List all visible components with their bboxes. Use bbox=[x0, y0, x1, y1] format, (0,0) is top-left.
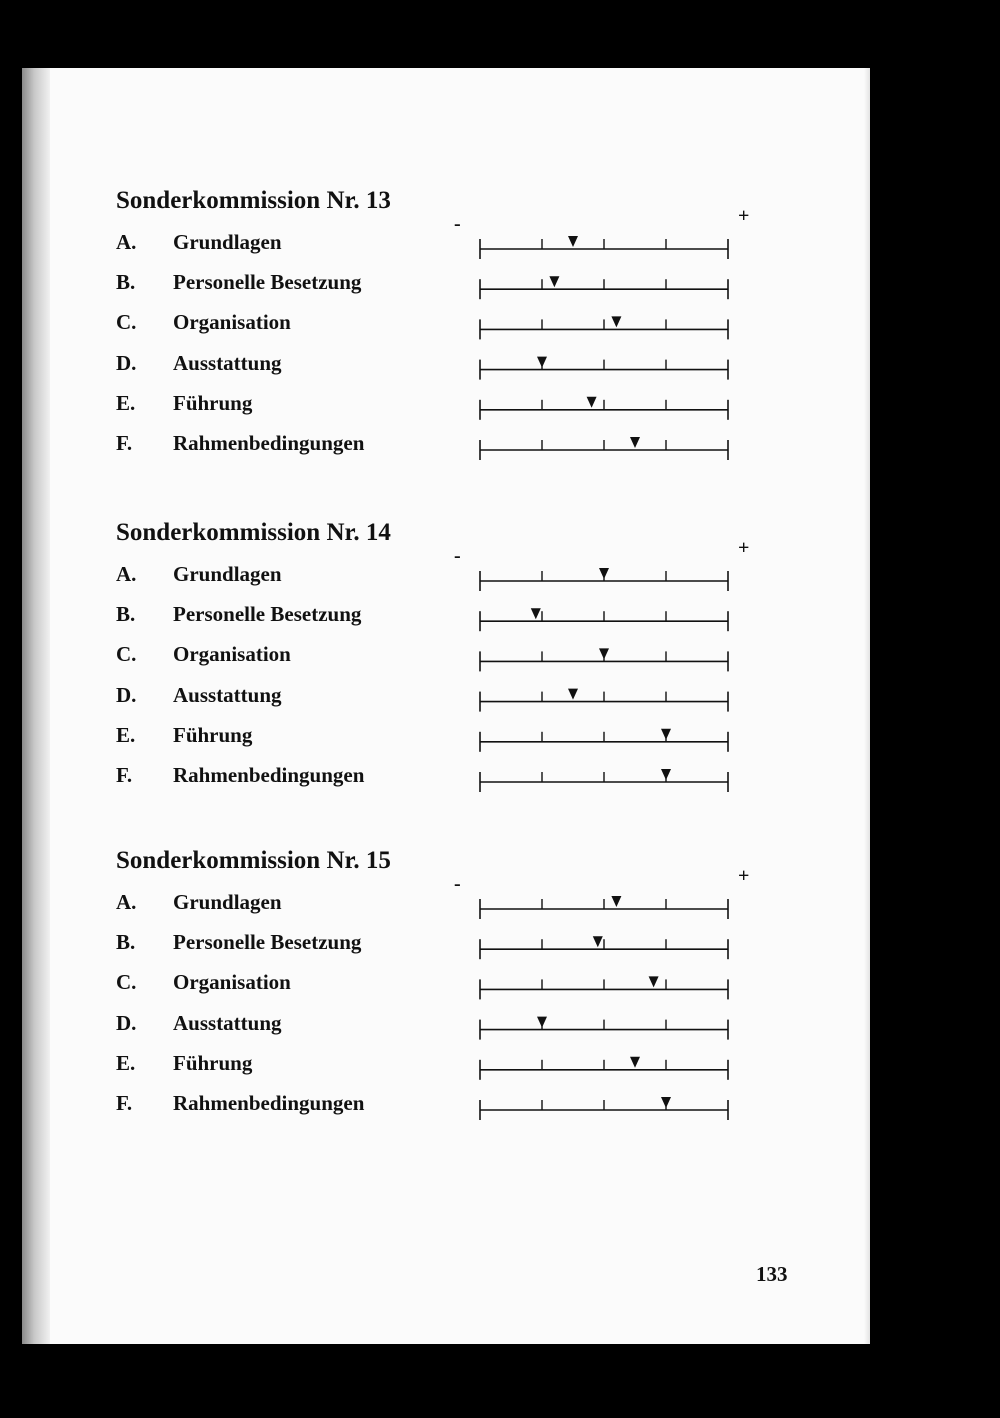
scale-minus-label: - bbox=[454, 873, 461, 895]
item-letter: A. bbox=[116, 890, 137, 914]
rating-marker bbox=[649, 976, 659, 987]
item-label: Personelle Besetzung bbox=[173, 270, 362, 295]
rating-marker bbox=[593, 936, 603, 947]
rating-marker bbox=[661, 729, 671, 740]
rating-scale bbox=[480, 976, 728, 999]
item-label: Führung bbox=[173, 390, 253, 415]
scale-plus-label: + bbox=[738, 537, 750, 559]
rating-marker bbox=[568, 236, 578, 247]
rating-marker bbox=[661, 1097, 671, 1108]
rating-scale bbox=[480, 1017, 728, 1040]
rating-scales bbox=[22, 846, 870, 1146]
rating-scale bbox=[480, 1097, 728, 1120]
rating-marker bbox=[599, 648, 609, 659]
rating-scale bbox=[480, 437, 728, 460]
rating-scale bbox=[480, 1057, 728, 1080]
rating-marker bbox=[549, 276, 559, 287]
rating-scale bbox=[480, 236, 728, 259]
rating-scale bbox=[480, 689, 728, 712]
scale-plus-label: + bbox=[738, 865, 750, 887]
item-label: Personelle Besetzung bbox=[173, 930, 362, 955]
rating-marker bbox=[661, 769, 671, 780]
item-letter: B. bbox=[116, 270, 136, 295]
item-letter: A. bbox=[116, 562, 137, 586]
item-label: Ausstattung bbox=[173, 350, 282, 375]
rating-scales bbox=[22, 518, 870, 818]
rating-marker bbox=[611, 316, 621, 327]
item-label: Führung bbox=[173, 722, 253, 747]
item-label: Ausstattung bbox=[173, 682, 282, 707]
item-letter: F. bbox=[116, 1091, 133, 1115]
scale-plus-label: + bbox=[738, 205, 750, 227]
item-letter: E. bbox=[116, 390, 136, 415]
item-letter: F. bbox=[116, 763, 133, 787]
rating-marker bbox=[630, 1057, 640, 1068]
item-letter: A. bbox=[116, 230, 137, 254]
item-label: Rahmenbedingungen bbox=[173, 763, 365, 787]
item-letter: E. bbox=[116, 1050, 136, 1075]
rating-marker bbox=[587, 397, 597, 408]
rating-scale bbox=[480, 648, 728, 671]
rating-scale bbox=[480, 769, 728, 792]
item-letter: F. bbox=[116, 431, 133, 455]
rating-scale bbox=[480, 936, 728, 959]
item-letter: D. bbox=[116, 1010, 137, 1035]
rating-scale bbox=[480, 729, 728, 752]
item-letter: C. bbox=[116, 642, 137, 667]
section-sonderkommission bbox=[22, 186, 870, 486]
rating-marker bbox=[537, 1017, 547, 1028]
section-title: Sonderkommission Nr. 15 bbox=[116, 847, 391, 874]
rating-scales bbox=[22, 186, 870, 486]
section-sonderkommission bbox=[22, 846, 870, 1146]
rating-marker bbox=[568, 689, 578, 700]
item-label: Grundlagen bbox=[173, 230, 282, 254]
section-sonderkommission bbox=[22, 518, 870, 818]
item-label: Rahmenbedingungen bbox=[173, 431, 365, 455]
item-letter: E. bbox=[116, 722, 136, 747]
rating-marker bbox=[537, 357, 547, 368]
item-label: Grundlagen bbox=[173, 890, 282, 914]
rating-scale bbox=[480, 316, 728, 339]
item-letter: D. bbox=[116, 350, 137, 375]
section-title: Sonderkommission Nr. 13 bbox=[116, 187, 391, 214]
rating-marker bbox=[531, 608, 541, 619]
item-label: Organisation bbox=[173, 970, 291, 995]
item-letter: B. bbox=[116, 930, 136, 955]
item-label: Organisation bbox=[173, 642, 291, 667]
scale-minus-label: - bbox=[454, 213, 461, 235]
rating-marker bbox=[630, 437, 640, 448]
item-label: Personelle Besetzung bbox=[173, 602, 362, 627]
item-letter: C. bbox=[116, 310, 137, 335]
book-page bbox=[22, 68, 870, 1344]
rating-scale bbox=[480, 397, 728, 420]
rating-marker bbox=[611, 896, 621, 907]
item-label: Grundlagen bbox=[173, 562, 282, 586]
rating-scale bbox=[480, 276, 728, 299]
rating-marker bbox=[599, 568, 609, 579]
rating-scale bbox=[480, 896, 728, 919]
item-letter: B. bbox=[116, 602, 136, 627]
item-label: Rahmenbedingungen bbox=[173, 1091, 365, 1115]
rating-scale bbox=[480, 608, 728, 631]
item-letter: D. bbox=[116, 682, 137, 707]
item-label: Führung bbox=[173, 1050, 253, 1075]
rating-scale bbox=[480, 568, 728, 591]
rating-scale bbox=[480, 357, 728, 380]
page-number: 133 bbox=[756, 1262, 788, 1286]
section-title: Sonderkommission Nr. 14 bbox=[116, 519, 391, 546]
item-label: Organisation bbox=[173, 310, 291, 335]
scale-minus-label: - bbox=[454, 545, 461, 567]
item-label: Ausstattung bbox=[173, 1010, 282, 1035]
item-letter: C. bbox=[116, 970, 137, 995]
